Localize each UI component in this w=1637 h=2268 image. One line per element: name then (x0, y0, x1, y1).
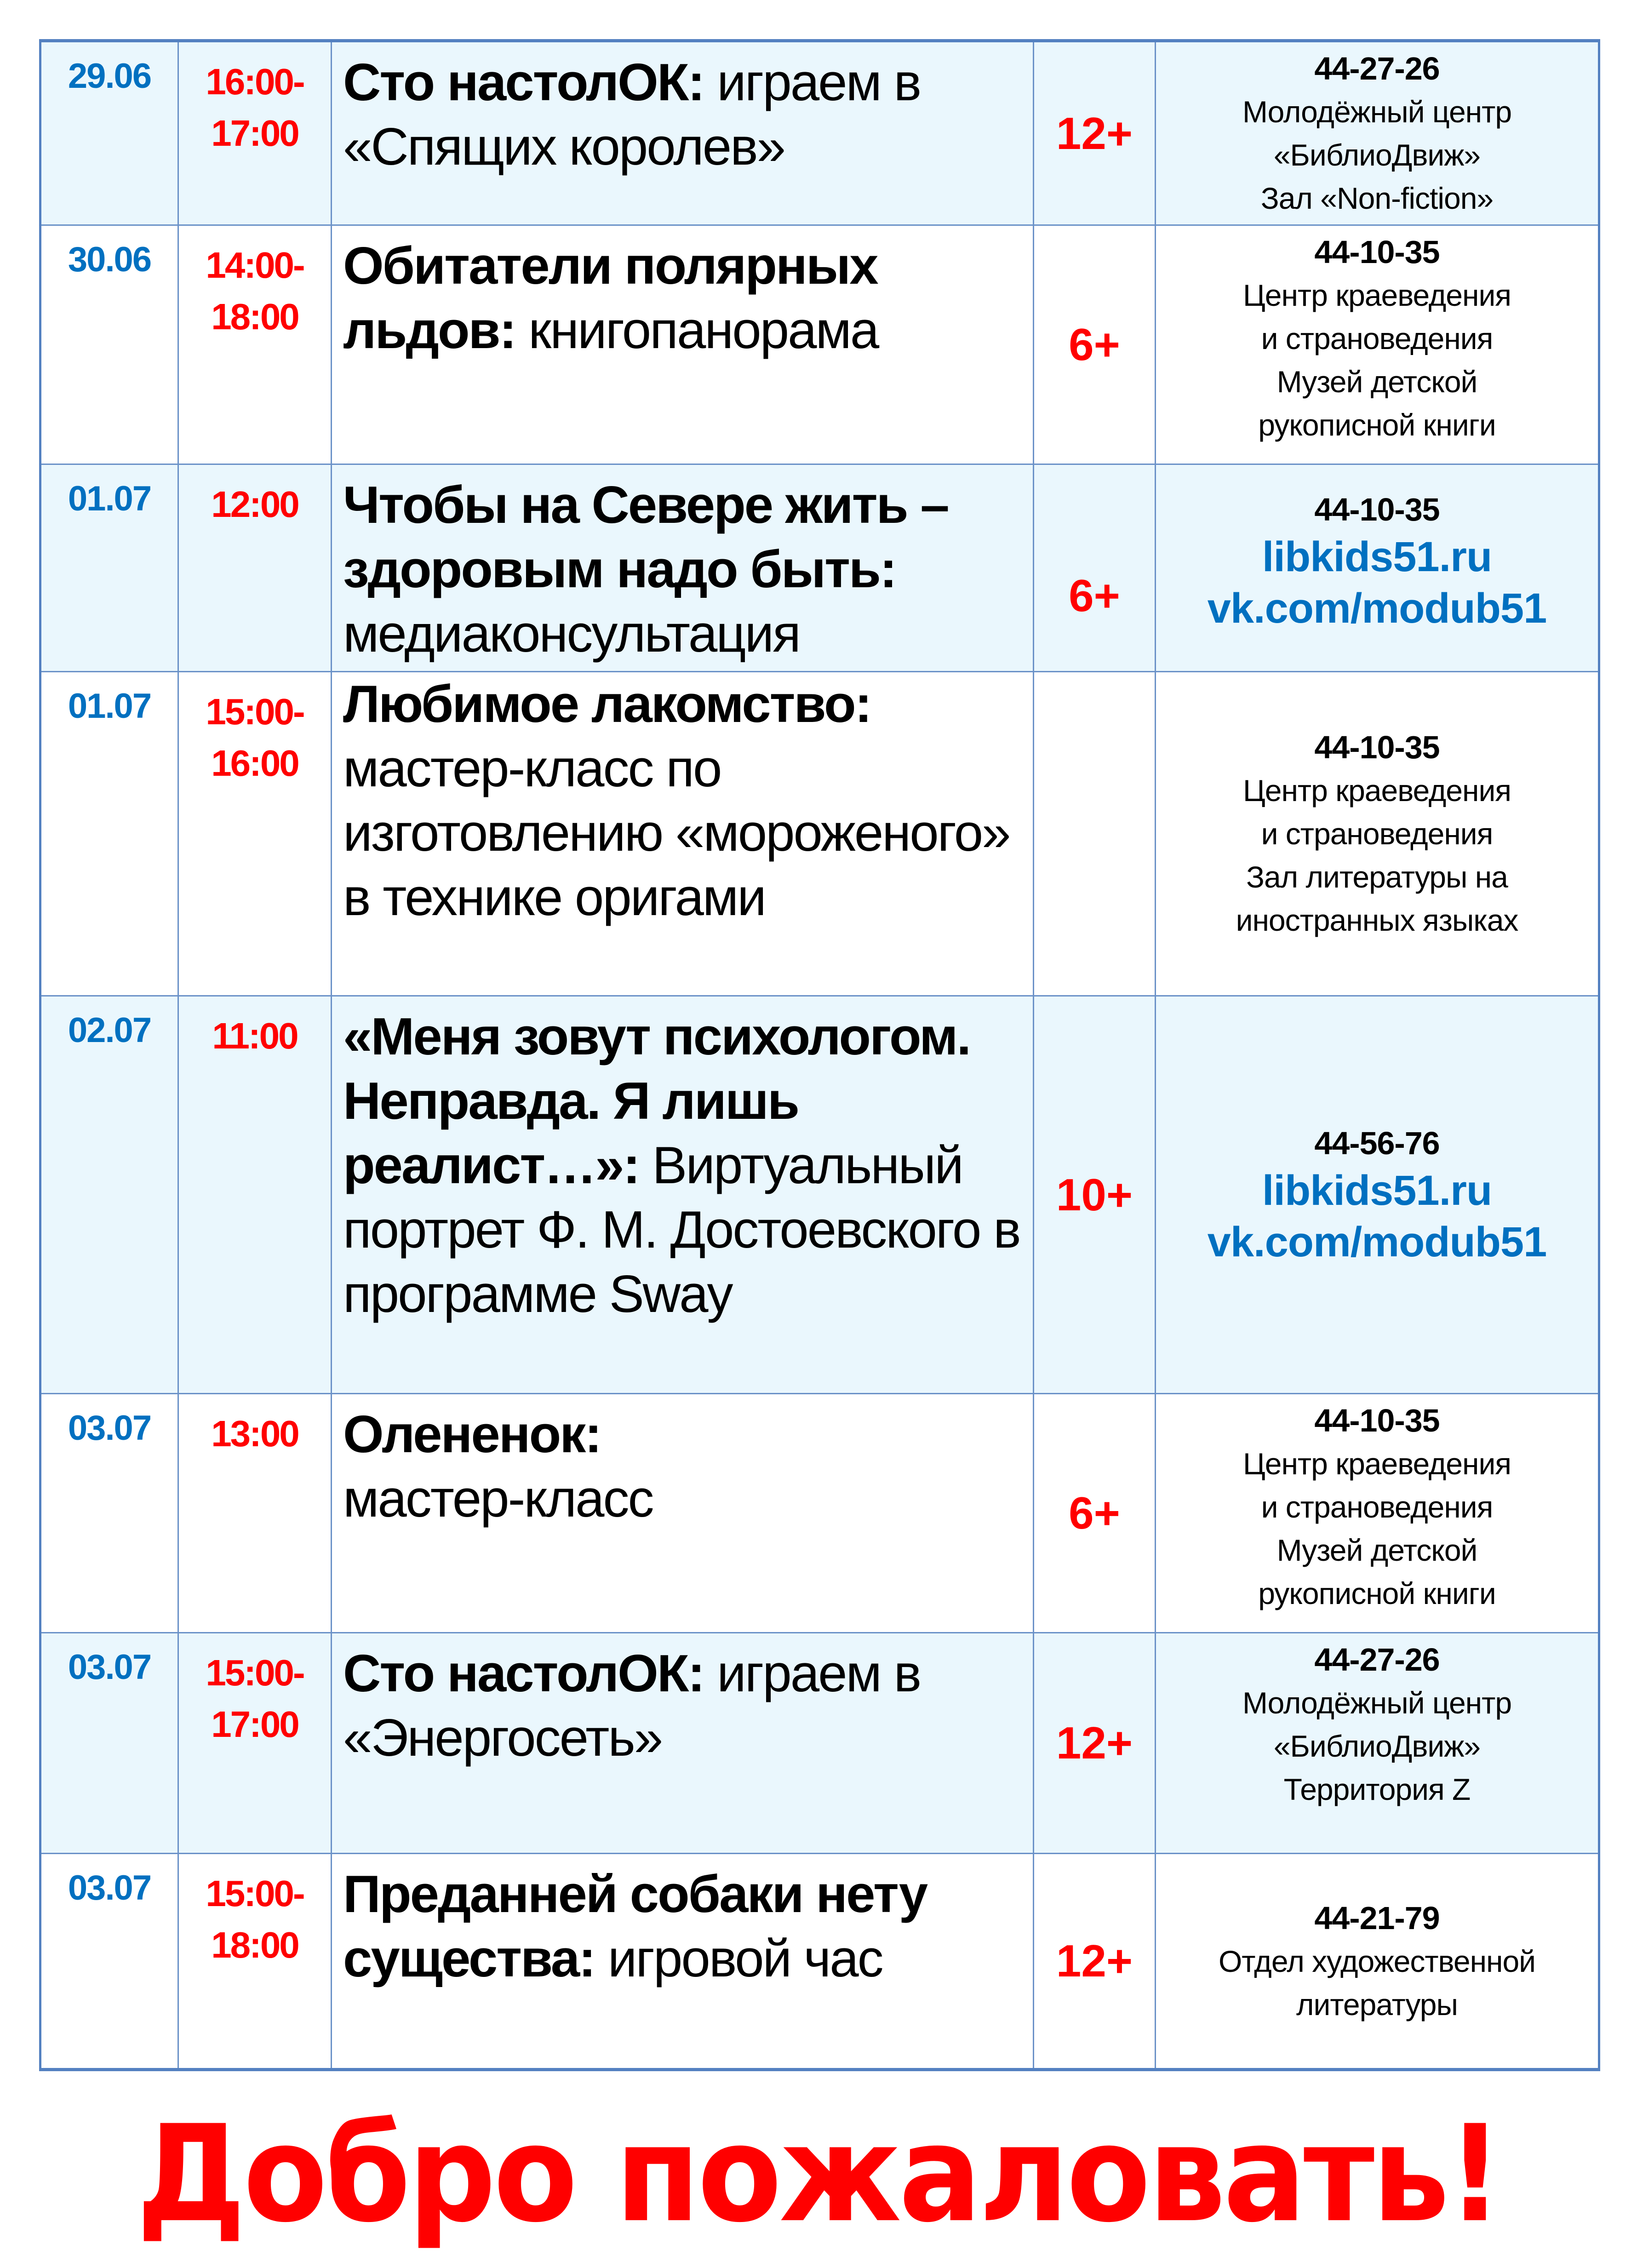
date-cell (40, 1633, 178, 1854)
event-row (40, 672, 1599, 996)
time-cell (178, 1394, 332, 1633)
event-title (332, 1633, 1033, 1775)
time-cell (178, 996, 332, 1394)
place-line: «БиблиоДвиж» (1273, 1729, 1481, 1763)
age-cell (1034, 464, 1156, 672)
age-rating: 10+ (1056, 1169, 1133, 1220)
time-end: 17:00 (211, 113, 298, 154)
event-date: 03.07 (68, 1868, 151, 1907)
event-title-rest: играем в «Спящих королев» (343, 53, 921, 176)
title-cell (332, 1633, 1034, 1854)
event-title-bold: Сто настолОК: (343, 53, 704, 112)
event-place (1156, 1394, 1598, 1620)
event-title-rest: книгопанорама (515, 301, 878, 360)
phone-number: 44-21-79 (1314, 1900, 1440, 1936)
event-title-rest: медиаконсультация (343, 605, 800, 663)
event-time (179, 1394, 331, 1460)
event-place (1156, 465, 1598, 639)
age-cell (1034, 1854, 1156, 2070)
time-start: 15:00- (206, 691, 304, 732)
website-link[interactable]: libkids51.ru (1262, 533, 1492, 580)
date-cell (40, 996, 178, 1394)
event-time (179, 672, 331, 789)
time-start: 12:00 (211, 484, 298, 525)
event-date: 01.07 (68, 687, 151, 726)
event-title-rest: играем в «Энергосеть» (343, 1644, 921, 1767)
event-time (179, 226, 331, 343)
time-start: 11:00 (212, 1015, 298, 1056)
time-end: 18:00 (211, 296, 298, 337)
phone-number: 44-10-35 (1314, 1403, 1440, 1438)
time-end: 17:00 (211, 1704, 298, 1745)
event-title-rest: Виртуальный портрет Ф. М. Достоевского в программе Sway (343, 1136, 1020, 1323)
event-time (179, 1854, 331, 1971)
place-line: Молодёжный центр (1242, 95, 1512, 129)
place-line: «БиблиоДвиж» (1273, 138, 1481, 172)
age-rating: 12+ (1056, 1718, 1133, 1768)
event-date: 01.07 (68, 479, 151, 518)
event-row (40, 464, 1599, 672)
place-line: Центр краеведения (1242, 278, 1511, 312)
place-line: Музей детской (1276, 1533, 1477, 1567)
event-title-rest: игровой час (595, 1930, 882, 1988)
phone-number: 44-10-35 (1314, 234, 1440, 270)
place-line: и страноведения (1261, 321, 1493, 355)
date-cell (40, 1394, 178, 1633)
event-row (40, 41, 1599, 225)
phone-number: 44-27-26 (1314, 1642, 1440, 1678)
place-line: и страноведения (1261, 1490, 1493, 1524)
phone-number: 44-10-35 (1314, 729, 1440, 765)
place-line: рукописной книги (1258, 1576, 1496, 1610)
event-title (332, 42, 1033, 184)
vk-link[interactable]: vk.com/modub51 (1207, 585, 1547, 632)
place-line: рукописной книги (1258, 408, 1496, 442)
place-line: Центр краеведения (1242, 773, 1511, 808)
event-time (179, 42, 331, 159)
place-cell (1156, 1633, 1599, 1854)
event-title (332, 1854, 1033, 1996)
phone-number: 44-10-35 (1314, 492, 1440, 527)
place-line: литературы (1296, 1987, 1458, 2022)
event-place (1156, 1633, 1598, 1816)
phone-number: 44-56-76 (1314, 1125, 1440, 1161)
place-line: и страноведения (1261, 817, 1493, 851)
event-title (332, 997, 1033, 1331)
event-date: 03.07 (68, 1409, 151, 1448)
title-cell (332, 41, 1034, 225)
time-cell (178, 1854, 332, 2070)
time-start: 13:00 (211, 1413, 298, 1454)
place-cell (1156, 1394, 1599, 1633)
event-date: 29.06 (68, 57, 151, 96)
event-time (179, 997, 331, 1062)
website-link[interactable]: libkids51.ru (1262, 1167, 1492, 1214)
age-cell (1034, 1394, 1156, 1633)
event-place (1156, 42, 1598, 224)
event-title-rest: мастер-класс (343, 1470, 653, 1528)
title-cell (332, 1854, 1034, 2070)
vk-link[interactable]: vk.com/modub51 (1207, 1219, 1547, 1266)
title-cell (332, 672, 1034, 996)
time-cell (178, 41, 332, 225)
place-line: Зал «Non-fiction» (1260, 181, 1494, 215)
event-date: 03.07 (68, 1648, 151, 1687)
event-place (1156, 226, 1598, 451)
event-title (332, 1394, 1033, 1536)
event-row (40, 1394, 1599, 1633)
welcome-heading: Добро пожаловать! (136, 2097, 1501, 2252)
place-cell (1156, 672, 1599, 996)
event-title-bold: Любимое лакомство: (343, 675, 871, 733)
event-row (40, 225, 1599, 464)
place-cell (1156, 996, 1599, 1394)
title-cell (332, 464, 1034, 672)
event-schedule-table (39, 39, 1600, 2071)
place-cell (1156, 464, 1599, 672)
time-start: 15:00- (206, 1873, 304, 1914)
event-time (179, 1633, 331, 1750)
place-line: Музей детской (1276, 365, 1477, 399)
date-cell (40, 225, 178, 464)
event-title-bold: Сто настолОК: (343, 1644, 704, 1703)
event-title-bold: Преданней собаки нету существа: (343, 1865, 927, 1988)
time-start: 16:00- (206, 61, 304, 102)
place-line: Зал литературы на (1246, 860, 1508, 894)
age-rating: 12+ (1056, 1936, 1133, 1986)
place-cell (1156, 225, 1599, 464)
date-cell (40, 41, 178, 225)
event-row (40, 1633, 1599, 1854)
date-cell (40, 464, 178, 672)
age-cell (1034, 1633, 1156, 1854)
event-row (40, 996, 1599, 1394)
time-end: 16:00 (211, 743, 298, 784)
age-cell (1034, 41, 1156, 225)
time-start: 15:00- (206, 1652, 304, 1693)
event-title (332, 226, 1033, 367)
event-title-bold: «Меня зовут психологом. Неправда. Я лишь реалист…»: (343, 1008, 970, 1195)
age-cell (1034, 225, 1156, 464)
age-rating: 12+ (1056, 108, 1133, 159)
place-cell (1156, 1854, 1599, 2070)
age-rating: 6+ (1069, 1488, 1120, 1538)
time-start: 14:00- (206, 245, 304, 286)
age-rating: 6+ (1069, 319, 1120, 370)
age-cell (1034, 672, 1156, 996)
time-cell (178, 672, 332, 996)
place-line: Центр краеведения (1242, 1447, 1511, 1481)
event-title (332, 672, 1033, 934)
phone-number: 44-27-26 (1314, 51, 1440, 86)
place-line: иностранных языках (1236, 903, 1518, 937)
age-cell (1034, 996, 1156, 1394)
event-title-bold: Чтобы на Севере жить – здоровым надо быть: (343, 476, 948, 599)
event-title-bold: Обитатели полярных льдов: (343, 237, 877, 360)
time-end: 18:00 (211, 1924, 298, 1965)
event-date: 02.07 (68, 1011, 151, 1050)
date-cell (40, 1854, 178, 2070)
place-cell (1156, 41, 1599, 225)
place-line: Отдел художественной (1218, 1944, 1536, 1978)
title-cell (332, 1394, 1034, 1633)
age-rating: 6+ (1069, 570, 1120, 621)
event-title-rest: мастер-класс по изготовлению «мороженого» в технике оригами (343, 739, 1010, 927)
time-cell (178, 464, 332, 672)
time-cell (178, 1633, 332, 1854)
title-cell (332, 225, 1034, 464)
place-line: Территория Z (1283, 1772, 1471, 1806)
event-title (332, 465, 1033, 671)
place-line: Молодёжный центр (1242, 1686, 1512, 1720)
date-cell (40, 672, 178, 996)
event-title-bold: Олененок: (343, 1405, 601, 1464)
event-date: 30.06 (68, 240, 151, 279)
time-cell (178, 225, 332, 464)
event-row (40, 1854, 1599, 2070)
title-cell (332, 996, 1034, 1394)
event-time (179, 465, 331, 530)
